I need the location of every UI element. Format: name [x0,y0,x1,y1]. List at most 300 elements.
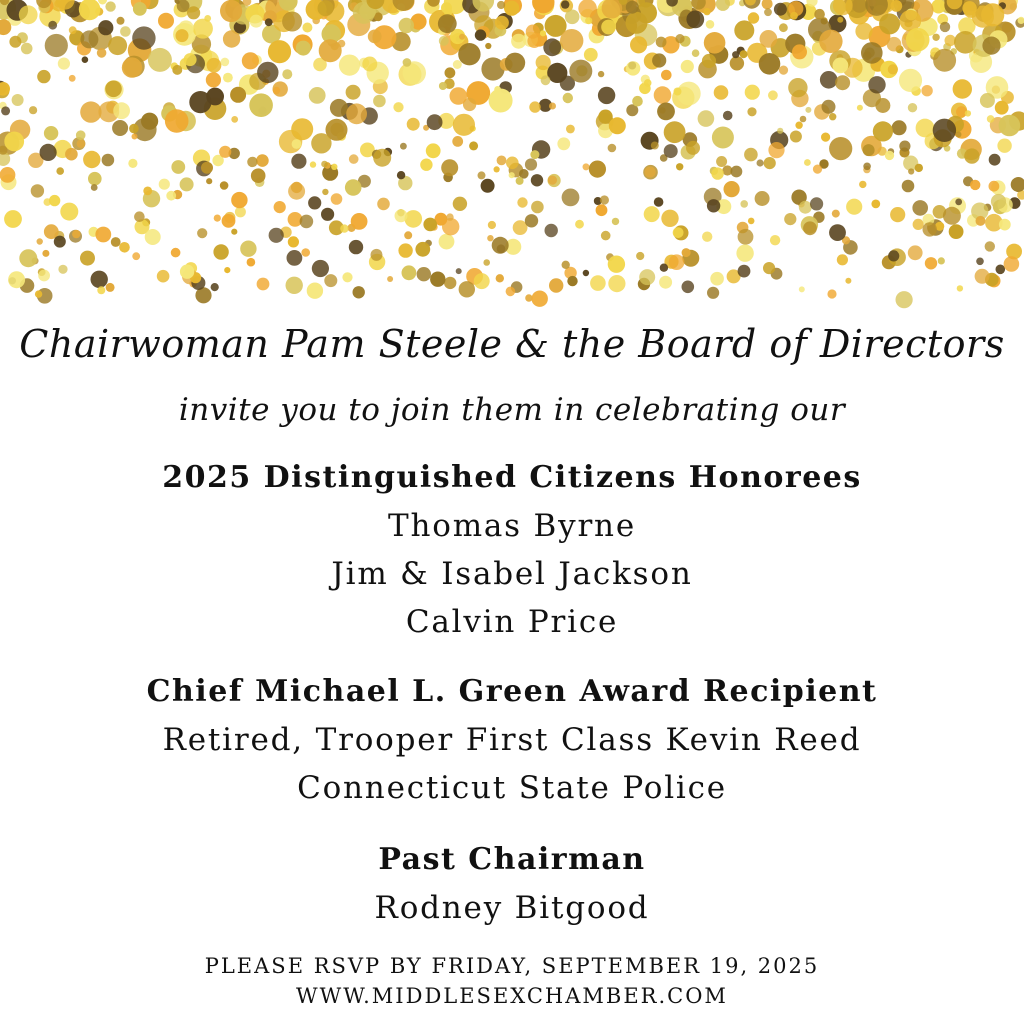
confetti-dot [387,276,393,282]
confetti-dot [282,12,302,32]
confetti-dot [863,163,871,171]
confetti-dot [956,132,962,138]
confetti-dot [134,211,145,222]
confetti-dot [180,177,194,191]
invitation-host-line: Chairwoman Pam Steele & the Board of Directors [19,322,1005,366]
confetti-dot [899,141,910,152]
confetti-dot [804,159,811,166]
confetti-dot [269,228,284,243]
confetti-dot [770,235,780,245]
confetti-dot [589,161,606,178]
confetti-dot [529,101,540,112]
confetti-dot [833,58,849,74]
confetti-dot [302,23,312,33]
confetti-dot [664,121,686,143]
confetti-dot [321,208,334,221]
confetti-dot [711,167,723,179]
confetti-dot [321,161,328,168]
confetti-dot [54,236,66,248]
confetti-dot [686,11,704,29]
confetti-dot [661,210,678,227]
confetti-dot [158,13,174,29]
confetti-dot [762,0,773,9]
confetti-dot [251,168,266,183]
confetti-dot [331,164,337,170]
confetti-dot [723,111,733,121]
confetti-dot [540,30,546,36]
confetti-dot [949,224,964,239]
confetti-dot [659,276,672,289]
confetti-dot [583,270,589,276]
confetti-dot [231,229,237,235]
confetti-dot [505,53,525,73]
confetti-dot [105,1,115,11]
confetti-dot [871,200,880,209]
confetti-dot [915,164,923,172]
confetti-dot [738,265,751,278]
confetti-dot [997,139,1011,153]
confetti-dot [76,130,86,140]
confetti-dot [69,26,77,34]
confetti-dot [113,102,130,119]
confetti-dot [223,73,233,83]
confetti-dot [72,230,80,238]
confetti-dot [495,16,509,30]
confetti-dot [921,85,932,96]
confetti-dot [563,93,573,103]
confetti-dot [598,71,604,77]
confetti-dot [483,259,490,266]
confetti-dot [747,107,756,116]
confetti-dot [165,109,189,133]
confetti-dot [764,8,772,16]
confetti-dot [446,213,453,220]
confetti-dot [417,267,431,281]
confetti-dot [799,286,805,292]
confetti-dot [912,200,928,216]
confetti-dot [189,91,211,113]
confetti-dot [133,2,147,16]
confetti-dot [291,154,306,169]
confetti-dot [373,149,391,167]
confetti-dot [230,87,246,103]
confetti-dot [274,201,286,213]
confetti-dot [184,53,197,66]
confetti-dot [803,221,817,235]
confetti-dot [330,99,348,117]
confetti-dot [716,156,727,167]
confetti-dot [221,58,230,67]
confetti-dot [628,62,636,70]
confetti-dot [83,151,100,168]
confetti-dot [585,17,592,24]
confetti-dot [324,274,337,287]
confetti-dot [868,76,885,93]
confetti-dot [377,198,390,211]
confetti-dot [231,116,238,123]
confetti-dot [398,243,412,257]
confetti-dot [682,248,691,257]
confetti-dot [346,103,367,124]
confetti-dot [427,114,443,130]
confetti-dot [596,204,608,216]
confetti-dot [996,265,1006,275]
confetti-dot [748,218,755,225]
confetti-dot [896,291,913,308]
confetti-dot [91,271,108,288]
confetti-dot [768,90,778,100]
confetti-dot [117,17,125,25]
confetti-dot [908,103,917,112]
confetti-dot [964,148,979,163]
confetti-dot [682,281,695,294]
confetti-dot [489,89,513,113]
confetti-dot [509,172,515,178]
confetti-dot [982,37,1000,55]
confetti-dot [976,216,986,226]
confetti-dot [159,179,170,190]
confetti-dot [220,0,242,22]
confetti-dot [497,156,507,166]
confetti-dot [250,15,263,28]
confetti-dot [402,265,417,280]
confetti-dot [42,250,49,257]
confetti-dot [600,195,609,204]
confetti-dot [108,36,127,55]
confetti-dot [953,79,972,98]
confetti-dot [724,181,740,197]
confetti-dot [247,258,256,267]
confetti-dot [453,197,467,211]
confetti-dot [475,29,486,40]
confetti-dot [247,157,257,167]
confetti-dot [1011,177,1024,192]
confetti-dot [702,232,712,242]
honoree-name: Calvin Price [405,604,619,640]
confetti-dot [193,19,213,39]
confetti-dot [664,144,678,158]
confetti-dot [287,250,303,266]
confetti-dot [4,210,22,228]
confetti-dot [976,258,984,266]
confetti-dot [656,37,667,48]
confetti-dot [995,101,1009,115]
confetti-dot [349,240,363,254]
confetti-dot [875,98,890,113]
confetti-dot [590,275,606,291]
confetti-dot [31,184,44,197]
confetti-dot [545,224,558,237]
confetti-dot [44,126,58,140]
confetti-dot [536,55,551,70]
confetti-dot [566,125,575,134]
confetti-dot [207,58,222,73]
confetti-dot [645,167,656,178]
confetti-dot [21,43,33,55]
confetti-dot [176,29,189,42]
confetti-dot [399,18,414,33]
confetti-dot [331,193,343,205]
confetti-dot [760,30,778,48]
confetti-dot [532,291,548,307]
confetti-dot [506,287,516,297]
confetti-dot [795,122,802,129]
confetti-dot [0,167,15,183]
confetti-dot [562,189,580,207]
confetti-dot [80,30,98,48]
confetti-dot [400,143,407,150]
confetti-dot [799,201,812,214]
confetti-dot [286,277,303,294]
confetti-dot [940,22,950,32]
confetti-dot [989,181,1000,192]
confetti-dot [206,72,221,87]
confetti-dot [102,154,115,167]
confetti-dot [98,20,113,35]
confetti-dot [362,57,377,72]
confetti-dot [439,234,455,250]
confetti-dot [569,60,592,83]
confetti-dot [531,174,543,186]
confetti-dot [91,184,98,191]
confetti-dot [660,264,668,272]
confetti-dot [98,0,107,5]
gold-confetti-decoration [0,0,1024,310]
confetti-dot [368,30,382,44]
confetti-dot [450,87,468,105]
confetti-dot [822,100,836,114]
confetti-dot [122,57,142,77]
confetti-dot [632,96,643,107]
confetti-dot [403,58,412,67]
confetti-dot [813,165,822,174]
confetti-dot [698,110,715,127]
confetti-dot [157,270,170,283]
confetti-dot [444,277,456,289]
confetti-dot [999,115,1021,137]
honorees-heading: 2025 Distinguished Citizens Honorees [162,460,862,495]
confetti-dot [651,142,659,150]
confetti-dot [525,158,537,170]
confetti-dot [441,159,458,176]
confetti-dot [453,114,475,136]
confetti-dot [143,187,152,196]
confetti-dot [300,215,314,229]
confetti-dot [120,26,131,37]
confetti-dot [716,0,730,11]
confetti-dot [548,176,557,185]
confetti-dot [987,115,995,123]
confetti-dot [9,36,21,48]
confetti-dot [268,40,291,63]
confetti-dot [214,215,221,222]
confetti-dot [943,207,961,225]
confetti-dot [231,192,247,208]
confetti-dot [345,179,362,196]
confetti-dot [759,53,781,75]
confetti-dot [197,228,207,238]
confetti-dot [292,139,302,149]
confetti-dot [562,261,570,269]
confetti-dot [764,157,776,169]
confetti-dot [736,245,753,262]
confetti-dot [40,144,57,161]
confetti-dot [755,191,770,206]
confetti-dot [837,254,848,265]
confetti-dot [58,58,70,70]
confetti-dot [80,251,95,266]
confetti-dot [166,191,176,201]
past-chairman-name: Rodney Bitgood [374,890,650,926]
confetti-dot [395,209,408,222]
confetti-dot [310,161,316,167]
confetti-dot [129,124,139,134]
confetti-dot [65,148,78,161]
confetti-dot [1004,256,1020,272]
confetti-dot [1,106,10,115]
confetti-dot [511,34,526,49]
confetti-dot [832,210,840,218]
confetti-dot [810,197,823,210]
confetti-dot [211,283,219,291]
confetti-dot [97,48,107,58]
confetti-dot [308,196,321,209]
confetti-dot [452,136,463,147]
confetti-dot [4,132,24,152]
confetti-dot [82,56,89,63]
confetti-dot [999,219,1011,231]
confetti-dot [938,257,945,264]
confetti-dot [58,265,67,274]
confetti-dot [626,12,648,34]
confetti-dot [829,137,852,160]
confetti-dot [525,294,532,301]
confetti-dot [636,252,644,260]
confetti-dot [340,224,348,232]
confetti-dot [740,50,748,58]
confetti-dot [458,43,480,65]
confetti-dot [887,37,902,52]
confetti-dot [923,222,937,236]
confetti-dot [288,183,305,200]
confetti-dot [644,206,660,222]
confetti-dot [675,34,684,43]
confetti-dot [201,162,213,174]
confetti-dot [855,23,872,40]
confetti-dot [128,159,137,168]
confetti-dot [517,197,527,207]
confetti-dot [702,54,716,68]
confetti-dot [654,197,664,207]
confetti-dot [95,227,111,243]
confetti-dot [349,154,359,164]
confetti-dot [397,171,405,179]
confetti-dot [38,270,50,282]
confetti-dot [549,103,556,110]
confetti-dot [774,3,787,16]
confetti-dot [835,75,850,90]
confetti-dot [846,199,862,215]
confetti-dot [707,199,720,212]
confetti-dot [829,113,836,120]
confetti-dot [820,71,838,89]
confetti-dot [608,144,617,153]
confetti-dot [857,105,863,111]
confetti-dot [404,231,412,239]
confetti-dot [890,207,905,222]
confetti-dot [575,220,584,229]
confetti-dot [56,167,64,175]
confetti-dot [827,289,836,298]
confetti-dot [171,248,181,258]
confetti-dot [148,48,172,72]
confetti-dot [714,85,729,100]
confetti-dot [459,281,475,297]
confetti-dot [456,268,462,274]
confetti-dot [692,49,700,57]
confetti-dot [790,131,802,143]
rsvp-deadline: PLEASE RSVP BY FRIDAY, SEPTEMBER 19, 2025 [204,954,820,978]
confetti-dot [626,1,639,14]
confetti-dot [800,116,807,123]
confetti-dot [487,235,493,241]
confetti-dot [674,88,682,96]
confetti-dot [37,238,43,244]
confetti-dot [132,252,140,260]
confetti-dot [351,213,368,230]
confetti-dot [530,150,539,159]
confetti-dot [288,236,299,247]
confetti-dot [301,248,310,257]
confetti-dot [734,20,754,40]
confetti-dot [112,120,128,136]
confetti-dot [439,36,449,46]
confetti-dot [453,60,462,69]
confetti-dot [560,29,583,52]
confetti-dot [423,218,437,232]
confetti-dot [407,118,420,131]
confetti-dot [312,260,329,277]
confetti-dot [339,55,360,76]
confetti-dot [240,241,256,257]
confetti-dot [49,195,60,206]
confetti-dot [779,23,788,32]
confetti-dot [819,30,842,53]
confetti-dot [80,101,101,122]
confetti-dot [180,265,194,279]
confetti-dot [492,237,509,254]
confetti-dot [224,267,230,273]
confetti-dot [732,51,739,58]
confetti-dot [639,269,655,285]
confetti-dot [488,221,496,229]
award-recipient-line: Connecticut State Police [297,770,727,806]
confetti-dot [925,257,937,269]
confetti-dot [516,177,524,185]
confetti-dot [541,75,551,85]
confetti-dot [608,256,625,273]
confetti-dot [405,210,423,228]
confetti-dot [504,1,519,16]
award-heading: Chief Michael L. Green Award Recipient [146,674,878,709]
confetti-dot [319,39,342,62]
confetti-dot [779,66,788,75]
confetti-dot [710,272,724,286]
confetti-dot [496,274,504,282]
confetti-dot [69,75,76,82]
confetti-dot [88,172,102,186]
confetti-dot [863,144,875,156]
